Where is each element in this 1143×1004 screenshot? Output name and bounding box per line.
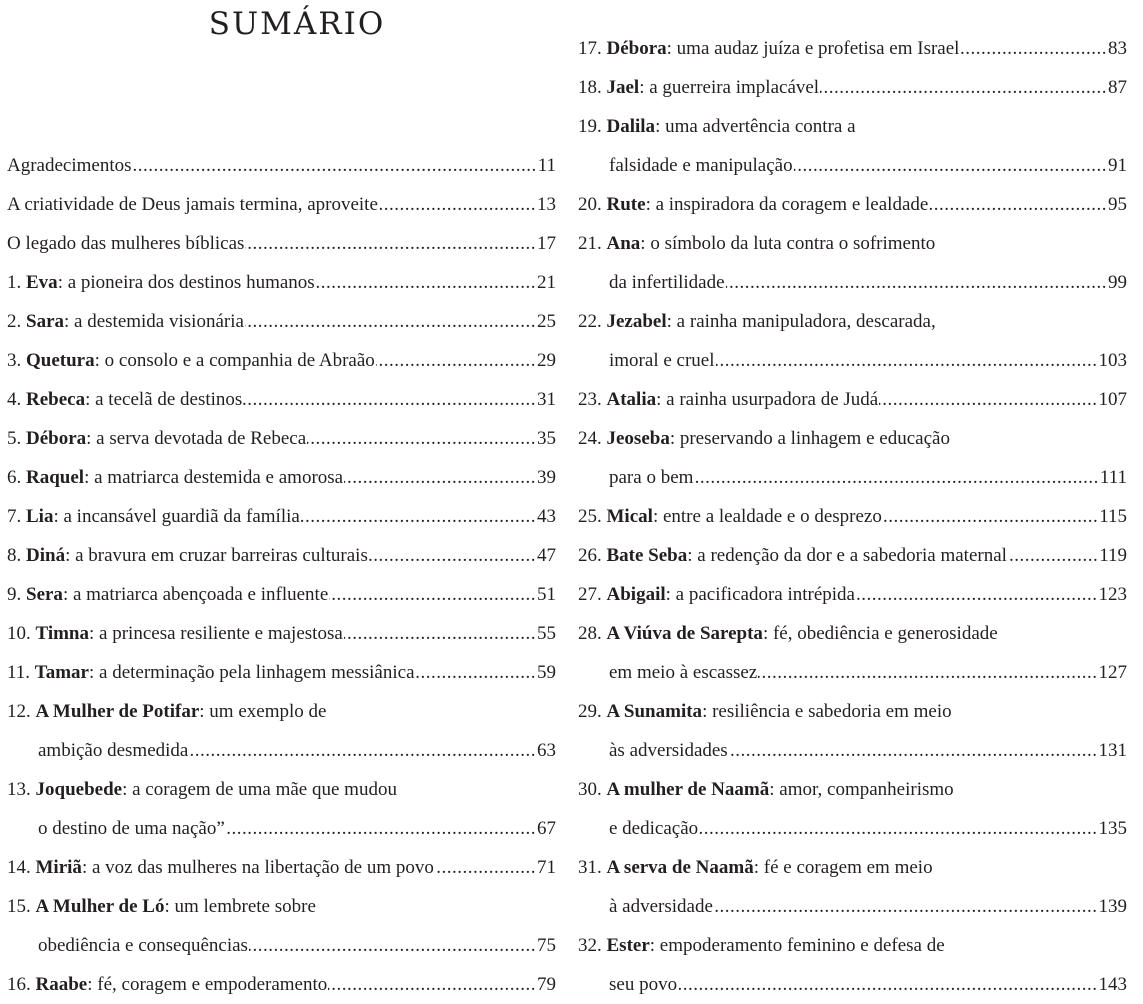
toc-entry-name: Bate Seba <box>606 545 688 566</box>
toc-entry-continuation[interactable] <box>7 731 556 770</box>
toc-entry-text <box>578 224 935 263</box>
toc-entry-number: 19. <box>578 116 607 137</box>
toc-entry-text <box>578 68 819 107</box>
toc-entry-name: Quetura <box>26 350 95 371</box>
toc-entry-number: 9. <box>7 584 26 605</box>
toc-entry[interactable] <box>578 536 1127 575</box>
toc-entry[interactable] <box>7 536 556 575</box>
toc-page-number: 87 <box>1108 77 1127 98</box>
toc-entry[interactable] <box>7 653 556 692</box>
toc-page-number: 55 <box>537 623 556 644</box>
toc-entry-continuation[interactable] <box>578 146 1127 185</box>
toc-entry-number: 16. <box>7 974 36 995</box>
toc-entry-number: 4. <box>7 389 26 410</box>
toc-entry-subtitle: : um exemplo de <box>199 701 327 722</box>
toc-entry-subtitle: : a princesa resiliente e majestosa <box>89 623 343 644</box>
toc-page-number: 21 <box>537 272 556 293</box>
toc-entry[interactable] <box>7 614 556 653</box>
toc-entry-name: Jeoseba <box>606 428 670 449</box>
toc-entry[interactable] <box>578 107 1127 146</box>
toc-entry-subtitle: : uma advertência contra a <box>655 116 856 137</box>
dot-leader <box>376 347 536 366</box>
toc-page-number: 123 <box>1098 584 1127 605</box>
toc-entry-name: Jezabel <box>606 311 667 332</box>
toc-entry-text <box>7 419 306 458</box>
toc-entry-name: Dalila <box>606 116 656 137</box>
toc-page-number: 11 <box>537 155 556 176</box>
dot-leader <box>694 464 1099 483</box>
toc-entry-text <box>7 380 242 419</box>
toc-entry-number: 15. <box>7 896 36 917</box>
toc-entry-subtitle: : a rainha manipuladora, descarada, <box>666 311 936 332</box>
toc-entry-name: Diná <box>26 545 66 566</box>
dot-leader <box>245 308 536 327</box>
toc-entry-number: 30. <box>578 779 607 800</box>
toc-entry-subtitle: : a pacificadora intrépida <box>665 584 855 605</box>
toc-entry-name: Atalia <box>606 389 657 410</box>
toc-entry-number: 14. <box>7 857 36 878</box>
dot-leader <box>344 620 536 639</box>
toc-entry-text <box>578 692 952 731</box>
toc-entry-subtitle: : a redenção da dor e a sabedoria maternal <box>687 545 1007 566</box>
toc-entry[interactable] <box>7 302 556 341</box>
dot-leader <box>249 932 536 951</box>
dot-leader <box>245 230 536 249</box>
toc-entry-subtitle: : a destemida visionária <box>64 311 244 332</box>
toc-entry-continuation-text: para o bem <box>609 467 694 488</box>
toc-entry-subtitle: A criatividade de Deus jamais termina, aproveite <box>7 194 378 215</box>
toc-entry-number: 12. <box>7 701 36 722</box>
dot-leader <box>714 893 1098 912</box>
toc-entry-text <box>7 497 300 536</box>
toc-entry-subtitle: : fé, coragem e empoderamento <box>87 974 328 995</box>
dot-leader <box>820 74 1107 93</box>
toc-entry-subtitle: : a rainha usurpadora de Judá <box>656 389 879 410</box>
toc-entry-subtitle: : a determinação pela linhagem messiânica <box>89 662 415 683</box>
toc-entry-subtitle: : a serva devotada de Rebeca <box>86 428 307 449</box>
toc-entry-continuation-text: obediência e consequências <box>38 935 248 956</box>
dot-leader <box>883 503 1098 522</box>
toc-page-number: 139 <box>1098 896 1127 917</box>
toc-entry-number: 13. <box>7 779 36 800</box>
toc-page-number: 107 <box>1098 389 1127 410</box>
toc-entry-text <box>7 458 343 497</box>
toc-page-number: 17 <box>537 233 556 254</box>
dot-leader <box>243 386 536 405</box>
toc-entry-subtitle: : empoderamento feminino e defesa de <box>649 935 945 956</box>
dot-leader <box>226 815 536 834</box>
toc-entry-number: 8. <box>7 545 26 566</box>
toc-entry[interactable] <box>578 497 1127 536</box>
toc-entry-subtitle: : preservando a linhagem e educação <box>669 428 950 449</box>
toc-entry-name: A mulher de Naamã <box>606 779 770 800</box>
toc-entry-number: 28. <box>578 623 607 644</box>
dot-leader <box>929 191 1107 210</box>
toc-entry-subtitle: : a bravura em cruzar barreiras culturais <box>65 545 368 566</box>
toc-entry-name: Joquebede <box>35 779 123 800</box>
toc-entry-subtitle: : resiliência e sabedoria em meio <box>702 701 952 722</box>
toc-entry[interactable] <box>7 224 556 263</box>
toc-entry[interactable] <box>578 770 1127 809</box>
toc-entry-number: 23. <box>578 389 607 410</box>
toc-page-number: 13 <box>537 194 556 215</box>
toc-entry-name: Rute <box>606 194 646 215</box>
toc-entry-number: 20. <box>578 194 607 215</box>
toc-entry-text <box>578 419 950 458</box>
dot-leader <box>716 347 1098 366</box>
toc-page-number: 135 <box>1098 818 1127 839</box>
toc-entry-name: A Mulher de Ló <box>35 896 165 917</box>
toc-entry[interactable] <box>7 263 556 302</box>
toc-entry-continuation[interactable] <box>7 809 556 848</box>
toc-entry-subtitle: : o consolo e a companhia de Abraão <box>94 350 375 371</box>
toc-entry-number: 3. <box>7 350 26 371</box>
toc-page-number: 59 <box>537 662 556 683</box>
toc-entry-subtitle: : fé, obediência e generosidade <box>762 623 998 644</box>
toc-entry-number: 1. <box>7 272 26 293</box>
dot-leader <box>794 152 1107 171</box>
toc-entry-name: A Sunamita <box>606 701 703 722</box>
toc-entry-text <box>7 302 244 341</box>
toc-entry-continuation[interactable] <box>578 653 1127 692</box>
toc-entry-continuation[interactable] <box>578 341 1127 380</box>
dot-leader <box>328 971 536 990</box>
toc-page-number: 79 <box>537 974 556 995</box>
toc-entry-text <box>578 185 928 224</box>
toc-entry-number: 25. <box>578 506 607 527</box>
toc-page-number: 71 <box>537 857 556 878</box>
toc-entry-text <box>578 302 936 341</box>
dot-leader <box>856 581 1098 600</box>
toc-page-number: 115 <box>1099 506 1127 527</box>
toc-entry-text <box>7 614 343 653</box>
toc-entry[interactable] <box>578 185 1127 224</box>
toc-entry-continuation-text: às adversidades <box>609 740 728 761</box>
toc-entry-name: Lia <box>26 506 54 527</box>
toc-entry-text <box>7 185 378 224</box>
toc-entry-subtitle: : a pioneira dos destinos humanos <box>57 272 315 293</box>
toc-entry[interactable] <box>7 887 556 926</box>
toc-entry-text <box>7 263 315 302</box>
toc-entry-name: Rebeca <box>26 389 86 410</box>
toc-entry-continuation[interactable] <box>578 263 1127 302</box>
dot-leader <box>699 815 1097 834</box>
toc-page-number: 29 <box>537 350 556 371</box>
toc-page-number: 51 <box>537 584 556 605</box>
toc-entry-text <box>578 848 933 887</box>
dot-leader <box>369 542 536 561</box>
toc-entry[interactable] <box>7 380 556 419</box>
toc-entry-continuation[interactable] <box>578 731 1127 770</box>
toc-entry-text <box>578 380 878 419</box>
dot-leader <box>307 425 536 444</box>
dot-leader <box>416 659 537 678</box>
toc-entry-text <box>578 29 959 68</box>
toc-entry-text <box>7 770 397 809</box>
toc-entry[interactable] <box>578 848 1127 887</box>
toc-entry-continuation-text: o destino de uma nação” <box>38 818 225 839</box>
toc-entry-name: Timna <box>35 623 90 644</box>
toc-entry-subtitle: : entre a lealdade e o desprezo <box>652 506 882 527</box>
toc-entry-continuation-text: ambição desmedida <box>38 740 189 761</box>
toc-entry-name: Abigail <box>606 584 666 605</box>
dot-leader <box>879 386 1097 405</box>
toc-entry-name: Mical <box>606 506 653 527</box>
toc-page-number: 119 <box>1099 545 1127 566</box>
toc-entry[interactable] <box>578 380 1127 419</box>
dot-leader <box>133 152 537 171</box>
toc-entry-continuation[interactable] <box>578 965 1127 1004</box>
toc-entry-number: 10. <box>7 623 36 644</box>
toc-entry-name: Raabe <box>35 974 88 995</box>
toc-entry-continuation-text: à adversidade <box>609 896 713 917</box>
toc-page-number: 131 <box>1098 740 1127 761</box>
toc-entry-continuation-text: e dedicação <box>609 818 699 839</box>
toc-entry-text <box>578 575 855 614</box>
toc-right-column <box>578 29 1127 1004</box>
toc-entry-number: 6. <box>7 467 26 488</box>
toc-entry-name: A Viúva de Sarepta <box>606 623 763 644</box>
toc-entry[interactable] <box>7 419 556 458</box>
toc-entry-name: Ana <box>606 233 641 254</box>
toc-entry-name: Sara <box>26 311 64 332</box>
toc-entry-subtitle: : fé e coragem em meio <box>753 857 933 878</box>
toc-entry-text <box>7 146 132 185</box>
toc-entry-number: 18. <box>578 77 607 98</box>
toc-entry[interactable] <box>7 458 556 497</box>
dot-leader <box>758 659 1097 678</box>
toc-page-number: 25 <box>537 311 556 332</box>
toc-entry-text <box>7 848 434 887</box>
toc-page-number: 63 <box>537 740 556 761</box>
toc-entry[interactable] <box>7 497 556 536</box>
toc-page-number: 127 <box>1098 662 1127 683</box>
toc-entry-text <box>578 107 856 146</box>
dot-leader <box>379 191 536 210</box>
toc-entry[interactable] <box>7 692 556 731</box>
toc-entry-name: Sera <box>26 584 63 605</box>
dot-leader <box>960 35 1107 54</box>
toc-entry-continuation[interactable] <box>7 926 556 965</box>
toc-entry-name: Ester <box>606 935 650 956</box>
toc-page-number: 143 <box>1098 974 1127 995</box>
toc-entry[interactable] <box>578 224 1127 263</box>
toc-entry-text <box>578 614 998 653</box>
dot-leader <box>678 971 1097 990</box>
toc-entry[interactable] <box>578 68 1127 107</box>
toc-entry-name: A Mulher de Potifar <box>35 701 200 722</box>
toc-entry[interactable] <box>7 848 556 887</box>
dot-leader <box>726 269 1107 288</box>
toc-entry-continuation[interactable] <box>578 887 1127 926</box>
toc-entry[interactable] <box>7 965 556 1004</box>
page-title: SUMÁRIO <box>208 6 386 42</box>
toc-entry-subtitle: : a inspiradora da coragem e lealdade <box>645 194 929 215</box>
toc-entry[interactable] <box>578 692 1127 731</box>
toc-page-number: 75 <box>537 935 556 956</box>
toc-entry-text <box>578 926 945 965</box>
toc-entry-name: Raquel <box>26 467 85 488</box>
toc-entry-name: A serva de Naamã <box>606 857 754 878</box>
toc-left-column <box>7 146 556 1004</box>
dot-leader <box>435 854 536 873</box>
toc-entry-subtitle: : uma audaz juíza e profetisa em Israel <box>666 38 960 59</box>
toc-entry-number: 27. <box>578 584 607 605</box>
toc-entry-subtitle: : um lembrete sobre <box>164 896 316 917</box>
toc-entry-text <box>578 497 882 536</box>
toc-entry-text <box>7 575 328 614</box>
dot-leader <box>329 581 536 600</box>
toc-entry-number: 32. <box>578 935 607 956</box>
toc-entry-subtitle: : a tecelã de destinos <box>85 389 243 410</box>
toc-entry-number: 26. <box>578 545 607 566</box>
toc-entry[interactable] <box>7 575 556 614</box>
toc-page-number: 111 <box>1099 467 1127 488</box>
toc-entry-text <box>7 965 327 1004</box>
dot-leader <box>1008 542 1098 561</box>
toc-entry-name: Débora <box>26 428 87 449</box>
toc-entry-text <box>578 770 954 809</box>
dot-leader <box>729 737 1098 756</box>
toc-entry-text <box>7 653 415 692</box>
toc-page-number: 103 <box>1098 350 1127 371</box>
toc-page-number: 83 <box>1108 38 1127 59</box>
toc-entry-continuation[interactable] <box>578 809 1127 848</box>
toc-page-number: 67 <box>537 818 556 839</box>
toc-entry-subtitle: : a coragem de uma mãe que mudou <box>122 779 397 800</box>
toc-entry-subtitle: O legado das mulheres bíblicas <box>7 233 245 254</box>
toc-entry-number: 2. <box>7 311 26 332</box>
toc-entry-name: Tamar <box>34 662 89 683</box>
toc-entry-name: Jael <box>606 77 640 98</box>
toc-entry-text <box>7 692 326 731</box>
toc-entry-subtitle: Agradecimentos <box>7 155 132 176</box>
dot-leader <box>301 503 536 522</box>
toc-entry-number: 17. <box>578 38 607 59</box>
toc-entry[interactable] <box>7 770 556 809</box>
toc-entry-continuation-text: falsidade e manipulação <box>609 155 793 176</box>
toc-entry[interactable] <box>578 575 1127 614</box>
toc-entry-number: 7. <box>7 506 26 527</box>
toc-entry-continuation[interactable] <box>578 458 1127 497</box>
toc-page-number: 43 <box>537 506 556 527</box>
toc-entry[interactable] <box>7 341 556 380</box>
toc-page-number: 31 <box>537 389 556 410</box>
toc-entry-subtitle: : o símbolo da luta contra o sofrimento <box>640 233 936 254</box>
toc-entry-number: 22. <box>578 311 607 332</box>
toc-entry-number: 11. <box>7 662 35 683</box>
toc-entry-text <box>7 341 375 380</box>
toc-entry-text <box>7 887 316 926</box>
toc-entry[interactable] <box>578 926 1127 965</box>
toc-page-number: 47 <box>537 545 556 566</box>
toc-entry-name: Débora <box>606 38 667 59</box>
dot-leader <box>344 464 536 483</box>
toc-page-number: 35 <box>537 428 556 449</box>
toc-entry-subtitle: : a matriarca destemida e amorosa <box>84 467 344 488</box>
toc-page-number: 99 <box>1108 272 1127 293</box>
toc-entry-subtitle: : a matriarca abençoada e influente <box>62 584 329 605</box>
dot-leader <box>316 269 536 288</box>
toc-page-number: 39 <box>537 467 556 488</box>
toc-entry-subtitle: : a guerreira implacável <box>639 77 820 98</box>
toc-page-number: 91 <box>1108 155 1127 176</box>
toc-entry[interactable] <box>578 614 1127 653</box>
toc-entry[interactable] <box>7 185 556 224</box>
toc-entry[interactable] <box>578 302 1127 341</box>
dot-leader <box>189 737 536 756</box>
toc-entry-continuation-text: da infertilidade <box>609 272 725 293</box>
toc-entry-continuation-text: em meio à escassez <box>609 662 758 683</box>
toc-entry[interactable] <box>7 146 556 185</box>
toc-entry-subtitle: : a voz das mulheres na libertação de um povo <box>81 857 434 878</box>
toc-entry-text <box>7 224 244 263</box>
toc-entry-subtitle: : amor, companheirismo <box>769 779 954 800</box>
toc-entry-name: Miriã <box>35 857 82 878</box>
toc-entry-number: 5. <box>7 428 26 449</box>
toc-entry-name: Eva <box>26 272 58 293</box>
toc-entry-number: 24. <box>578 428 607 449</box>
toc-entry-subtitle: : a incansável guardiã da família <box>53 506 300 527</box>
toc-entry[interactable] <box>578 29 1127 68</box>
toc-page-number: 95 <box>1108 194 1127 215</box>
toc-entry-text <box>578 536 1007 575</box>
toc-entry-continuation-text: seu povo <box>609 974 678 995</box>
toc-entry-number: 29. <box>578 701 607 722</box>
toc-entry-number: 31. <box>578 857 607 878</box>
toc-entry-text <box>7 536 368 575</box>
toc-entry-continuation-text: imoral e cruel <box>609 350 715 371</box>
toc-entry-number: 21. <box>578 233 607 254</box>
toc-entry[interactable] <box>578 419 1127 458</box>
